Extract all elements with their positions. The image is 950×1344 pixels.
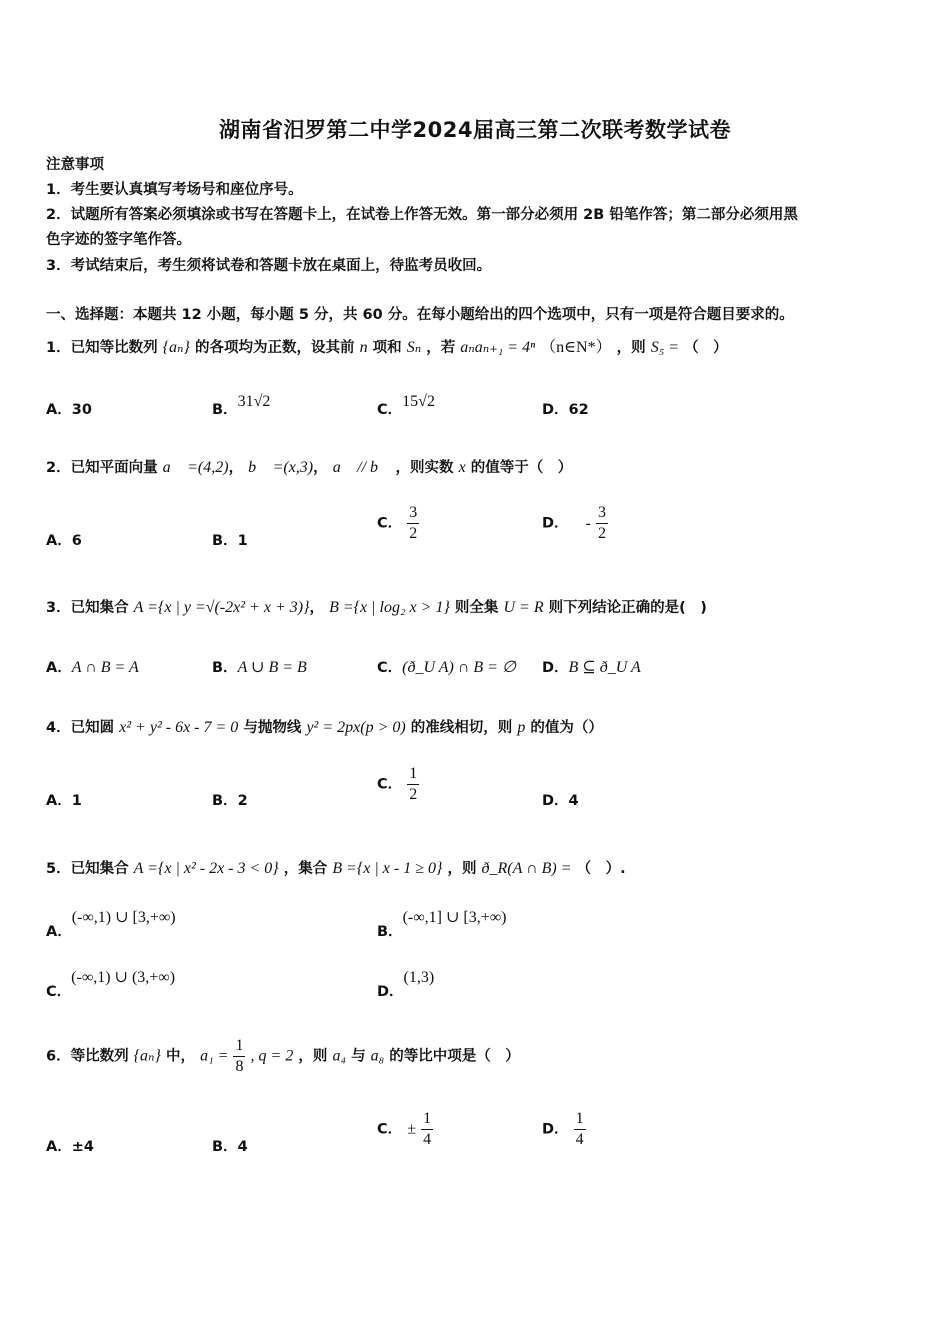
option-label: D． <box>377 984 404 1000</box>
q2-var: x <box>458 459 466 476</box>
option-value: 30 <box>71 402 92 418</box>
q1-text: 的各项均为正数，设其前 <box>195 340 355 356</box>
q3-text: 3．已知集合 <box>46 600 129 616</box>
q2-text: ，则实数 <box>395 460 454 476</box>
q2-vector-b: b⃗ =(x,3) <box>248 459 314 476</box>
option-value: (-∞,1) ∪ (3,+∞) <box>71 969 176 986</box>
q4-parabola: y² = 2px(p > 0) <box>306 719 406 736</box>
option-value: 15√2 <box>402 393 435 410</box>
option-label: B． <box>212 402 238 418</box>
q6-option-b[interactable] <box>212 1135 248 1156</box>
option-label: C． <box>377 515 403 532</box>
option-label: A． <box>46 402 72 418</box>
q5-option-d[interactable] <box>377 966 435 1000</box>
option-label: C． <box>377 1121 403 1138</box>
q3-set-b: B ={x | log₂ x > 1} <box>329 599 450 616</box>
denominator: 4 <box>423 1131 432 1148</box>
option-value: A ∪ B = B <box>237 659 307 676</box>
option-label: D． <box>542 402 569 418</box>
option-label: B． <box>212 1139 238 1155</box>
page-title: 湖南省汨罗第二中学2024届高三第二次联考数学试卷 <box>219 118 731 142</box>
notice-item-1: 1．考生要认真填写考场号和座位序号。 <box>46 182 303 198</box>
q4-text: 的值为（） <box>530 720 603 736</box>
q6-text: 的等比中项是（ ） <box>389 1048 520 1065</box>
q6-option-c[interactable] <box>377 1109 433 1150</box>
q5-option-c[interactable] <box>46 966 176 1000</box>
q5-text: 5．已知集合 <box>46 861 129 877</box>
q6-a1: a₁ = <box>200 1047 229 1065</box>
q4-text: 与抛物线 <box>243 720 302 736</box>
q6-option-a[interactable] <box>46 1135 94 1156</box>
option-value: 4 <box>568 793 579 809</box>
denominator: 4 <box>575 1131 584 1148</box>
q4-option-d[interactable] <box>542 789 579 810</box>
q2-option-a[interactable] <box>46 529 82 550</box>
fraction <box>407 503 419 544</box>
q6-a8: a₈ <box>370 1047 385 1065</box>
q1-text: 1．已知等比数列 <box>46 340 158 356</box>
q2-text: 2．已知平面向量 <box>46 460 158 476</box>
fraction <box>421 1109 433 1150</box>
q6-text: ，则 <box>298 1048 328 1065</box>
q3-text: 则全集 <box>454 600 499 616</box>
minus-sign: - <box>585 514 591 532</box>
q1-s5: S₅ = <box>650 339 680 356</box>
option-value: 62 <box>568 402 589 418</box>
option-label: C． <box>377 660 403 676</box>
option-label: B． <box>212 793 238 809</box>
denominator: 2 <box>409 786 418 803</box>
question-2: 2．已知平面向量 a⃗ =(4,2)， b⃗ =(x,3)， a⃗ // b⃗ ，则实数 x 的值等于（ ） <box>46 459 573 476</box>
option-label: B． <box>212 533 238 549</box>
notice-item-2-cont: 色字迹的签字笔作答。 <box>46 232 191 248</box>
q1-option-b[interactable] <box>212 390 271 418</box>
numerator: 1 <box>421 1109 433 1130</box>
question-5 <box>46 857 626 878</box>
q4-option-c[interactable] <box>377 764 419 805</box>
notice-item-3: 3．考试结束后，考生须将试卷和答题卡放在桌面上，待监考员收回。 <box>46 258 492 274</box>
q5-text: ，集合 <box>283 861 328 877</box>
numerator: 1 <box>574 1109 586 1130</box>
option-value: 2 <box>237 793 248 809</box>
option-value: 1 <box>237 533 248 549</box>
q5-option-b[interactable] <box>377 906 507 940</box>
q1-option-c[interactable] <box>377 390 435 418</box>
q2-vector-a: a⃗ =(4,2) <box>162 459 229 476</box>
fraction <box>407 764 419 805</box>
q3-text: 则下列结论正确的是( ) <box>548 600 707 616</box>
option-label: C． <box>377 776 403 793</box>
q1-text: （ ） <box>684 340 728 356</box>
q6-text: 与 <box>351 1048 366 1065</box>
numerator: 3 <box>596 503 608 524</box>
denominator: 2 <box>409 525 418 542</box>
option-label: A． <box>46 924 72 940</box>
option-label: C． <box>46 984 72 1000</box>
q5-set-b: B ={x | x - 1 ≥ 0} <box>332 860 443 877</box>
option-label: A． <box>46 1139 72 1155</box>
question-3: 3．已知集合 A ={x | y =√(-2x² + x + 3)}， B ={x | log₂ x > 1} 则全集 U = R 则下列结论正确的是( ) <box>46 599 707 616</box>
option-label: D． <box>542 793 569 809</box>
option-label: A． <box>46 793 72 809</box>
q3-option-d[interactable] <box>542 656 641 677</box>
q6-a4: a₄ <box>332 1047 347 1065</box>
option-value: (-∞,1) ∪ [3,+∞) <box>71 909 176 926</box>
q1-text: ，若 <box>426 340 456 356</box>
q5-expression: ð_R(A ∩ B) = <box>481 860 572 877</box>
q4-var: p <box>517 719 526 736</box>
q3-option-c[interactable] <box>377 656 516 677</box>
question-6 <box>46 1036 520 1077</box>
q5-option-a[interactable] <box>46 906 176 940</box>
option-label: A． <box>46 660 72 676</box>
q5-text: （ ）. <box>576 861 626 877</box>
q2-option-c[interactable] <box>377 503 419 544</box>
option-value: 1 <box>71 793 82 809</box>
option-value: (-∞,1] ∪ [3,+∞) <box>402 909 507 926</box>
numerator: 1 <box>407 764 419 785</box>
q4-text: 4．已知圆 <box>46 720 115 736</box>
option-label: A． <box>46 533 72 549</box>
q1-text: 项和 <box>372 340 402 356</box>
option-value: 31√2 <box>237 393 271 410</box>
q2-text: 的值等于（ ） <box>470 460 573 476</box>
fraction <box>596 503 608 544</box>
q2-option-d[interactable] <box>542 503 608 544</box>
q5-text: ，则 <box>447 861 477 877</box>
q3-universe: U = R <box>503 599 544 616</box>
q1-sequence: {aₙ} <box>162 339 190 356</box>
option-label: C． <box>377 402 403 418</box>
q1-sum: Sₙ <box>406 339 422 356</box>
option-label: B． <box>212 660 238 676</box>
plus-minus-sign: ± <box>407 1120 416 1138</box>
q6-fraction <box>233 1036 245 1077</box>
option-label: D． <box>542 660 569 676</box>
q3-set-a: A ={x | y =√(-2x² + x + 3)} <box>133 599 310 616</box>
denominator: 8 <box>235 1058 244 1075</box>
q1-option-a[interactable] <box>46 398 92 419</box>
q4-text: 的准线相切，则 <box>410 720 513 736</box>
q5-set-a: A ={x | x² - 2x - 3 < 0} <box>133 860 279 877</box>
option-value: (ð_U A) ∩ B = ∅ <box>402 659 516 676</box>
q4-option-a[interactable] <box>46 789 82 810</box>
option-value: B ⊆ ð_U A <box>568 659 641 676</box>
q6-text: 6．等比数列 <box>46 1048 129 1065</box>
option-label: D． <box>542 1121 569 1138</box>
q6-option-d[interactable] <box>542 1109 586 1150</box>
option-value: ±4 <box>71 1139 94 1155</box>
option-value: 4 <box>237 1139 248 1155</box>
q6-sequence: {aₙ} <box>133 1047 161 1065</box>
question-4 <box>46 716 603 737</box>
q6-text: 中， <box>166 1048 195 1065</box>
option-label: D． <box>542 515 569 532</box>
notice-item-2: 2．试题所有答案必须填涂或书写在答题卡上，在试卷上作答无效。第一部分必须用 2B 铅笔作答；第二部分必须用黑 <box>46 207 798 223</box>
question-1 <box>46 334 728 357</box>
option-value: 6 <box>71 533 82 549</box>
q2-option-b[interactable] <box>212 529 248 550</box>
q4-option-b[interactable] <box>212 789 248 810</box>
numerator: 3 <box>407 503 419 524</box>
section-heading: 一、选择题：本题共 12 小题，每小题 5 分，共 60 分。在每小题给出的四个选项中，只有一项是符合题目要求的。 <box>46 307 794 323</box>
q1-text: ，则 <box>616 340 646 356</box>
notice-heading: 注意事项 <box>46 157 104 173</box>
q1-condition: aₙaₙ₊₁ = 4ⁿ <box>460 339 536 356</box>
q3-option-b[interactable] <box>212 656 307 677</box>
q2-parallel: a⃗ // b⃗ <box>332 459 391 476</box>
q1-option-d[interactable] <box>542 398 589 419</box>
fraction <box>574 1109 586 1150</box>
option-label: B． <box>377 924 403 940</box>
option-value: A ∩ B = A <box>71 659 139 676</box>
q1-var: n <box>359 339 368 356</box>
numerator: 1 <box>233 1036 245 1057</box>
option-value: (1,3) <box>403 969 435 986</box>
q4-circle: x² + y² - 6x - 7 = 0 <box>119 719 239 736</box>
denominator: 2 <box>598 525 606 542</box>
q6-ratio: , q = 2 <box>250 1047 294 1065</box>
q3-option-a[interactable] <box>46 656 139 677</box>
q1-domain: （n∈N*） <box>540 339 612 356</box>
